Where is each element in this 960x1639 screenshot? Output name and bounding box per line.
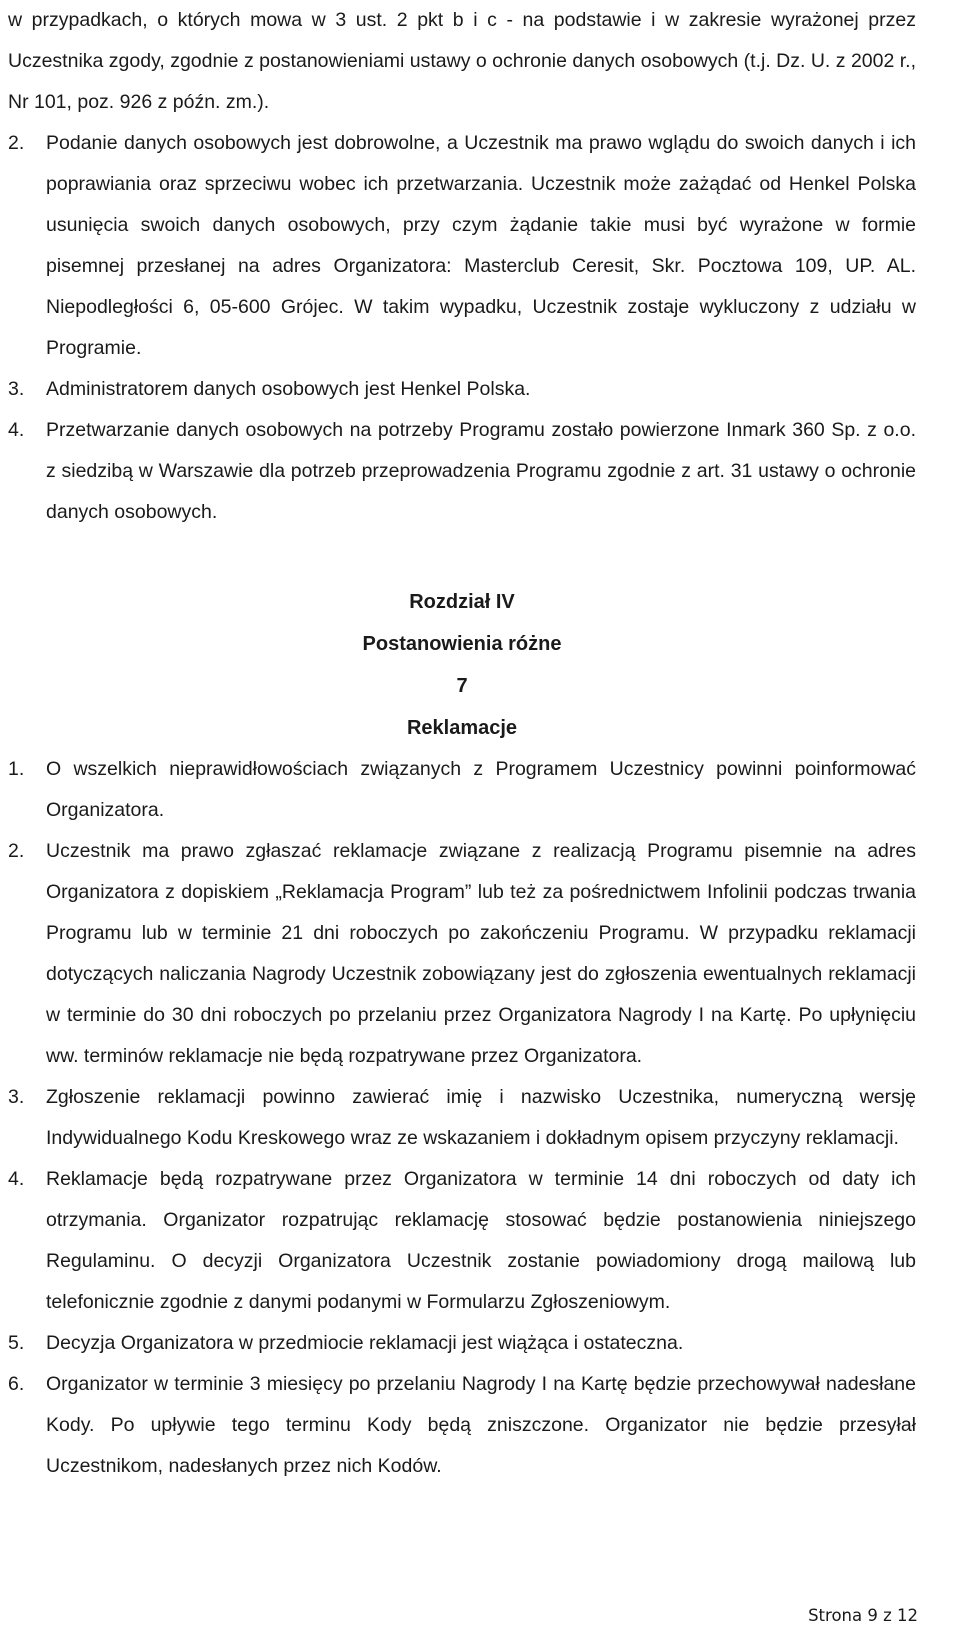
chapter-title: Postanowienia różne (362, 633, 562, 655)
item-text: Organizator w terminie 3 miesięcy po przelaniu Nagrody I na Kartę będzie przechowywał nadesłane Kody. Po upływie tego terminu Kody będą zniszczone. Organizator nie będzie przesyłał Uczestnikom, nadesłanych przez nich Kodów. (46, 1373, 916, 1477)
item-text: Uczestnik ma prawo zgłaszać reklamacje związane z realizacją Programu pisemnie na adres Organizatora z dopiskiem „Reklamacja Program” lub też za pośrednictwem Infolinii podczas trwania Programu lub w terminie 21 dni roboczych po zakończeniu Programu. W przypadku reklamacji dotyczących naliczania Nagrody Uczestnik zobowiązany jest do zgłoszenia ewentualnych reklamacji w terminie do 30 dni roboczych po przelaniu przez Organizatora Nagrody I na Kartę. Po upłynięciu ww. terminów reklamacje nie będą rozpatrywane przez Organizatora. (46, 840, 916, 1067)
item-number: 1. (8, 758, 25, 780)
item-number: 2. (8, 132, 25, 154)
item-text: O wszelkich nieprawidłowościach związanych z Programem Uczestnicy powinni poinformować Organizatora. (46, 758, 916, 821)
list-item (8, 1077, 916, 1159)
paragraph-number: 7 (456, 675, 468, 697)
list-item (8, 1364, 916, 1487)
item-number: 3. (8, 378, 25, 400)
item-number: 4. (8, 1168, 25, 1190)
item-text: Decyzja Organizatora w przedmiocie reklamacji jest wiążąca i ostateczna. (46, 1332, 684, 1354)
list-item (8, 1159, 916, 1323)
continuation-paragraph: w przypadkach, o których mowa w 3 ust. 2 pkt b i c - na podstawie i w zakresie wyrażonej przez Uczestnika zgody, zgodnie z postanowieniami ustawy o ochronie danych osobowych (t.j. Dz. U. z 2002 r., Nr 101, poz. 926 z późn. zm.). (8, 9, 916, 113)
item-number: 2. (8, 840, 25, 862)
item-number: 5. (8, 1332, 25, 1354)
item-text: Podanie danych osobowych jest dobrowolne, a Uczestnik ma prawo wglądu do swoich danych i ich poprawiania oraz sprzeciwu wobec ich przetwarzania. Uczestnik może zażądać od Henkel Polska usunięcia swoich danych osobowych, przy czym żądanie takie musi być wyrażone w formie pisemnej przesłanej na adres Organizatora: Masterclub Ceresit, Skr. Pocztowa 109, UP. AL. Niepodległości 6, 05-600 Grójec. W takim wypadku, Uczestnik zostaje wykluczony z udziału w Programie. (46, 132, 916, 359)
item-number: 3. (8, 1086, 25, 1108)
list-item (8, 831, 916, 1077)
list-item (8, 123, 916, 369)
list-item (8, 1323, 916, 1364)
document-page (8, 0, 916, 1487)
page-number: Strona 9 z 12 (808, 1606, 918, 1625)
list-item (8, 369, 916, 410)
item-number: 4. (8, 419, 25, 441)
list-item (8, 410, 916, 533)
chapter-heading: Rozdział IV (409, 591, 515, 613)
item-text: Przetwarzanie danych osobowych na potrzeby Programu zostało powierzone Inmark 360 Sp. z o.o. z siedzibą w Warszawie dla potrzeb przeprowadzenia Programu zgodnie z art. 31 ustawy o ochronie danych osobowych. (46, 419, 916, 523)
list-item (8, 749, 916, 831)
item-text: Administratorem danych osobowych jest Henkel Polska. (46, 378, 531, 400)
item-text: Zgłoszenie reklamacji powinno zawierać imię i nazwisko Uczestnika, numeryczną wersję Indywidualnego Kodu Kreskowego wraz ze wskazaniem i dokładnym opisem przyczyny reklamacji. (46, 1086, 916, 1149)
paragraph-title: Reklamacje (406, 717, 518, 739)
item-number: 6. (8, 1373, 25, 1395)
item-text: Reklamacje będą rozpatrywane przez Organizatora w terminie 14 dni roboczych od daty ich otrzymania. Organizator rozpatrując reklamację stosować będzie postanowienia niniejszego Regulaminu. O decyzji Organizatora Uczestnik zostanie powiadomiony drogą mailową lub telefonicznie zgodnie z danymi podanymi w Formularzu Zgłoszeniowym. (46, 1168, 916, 1313)
